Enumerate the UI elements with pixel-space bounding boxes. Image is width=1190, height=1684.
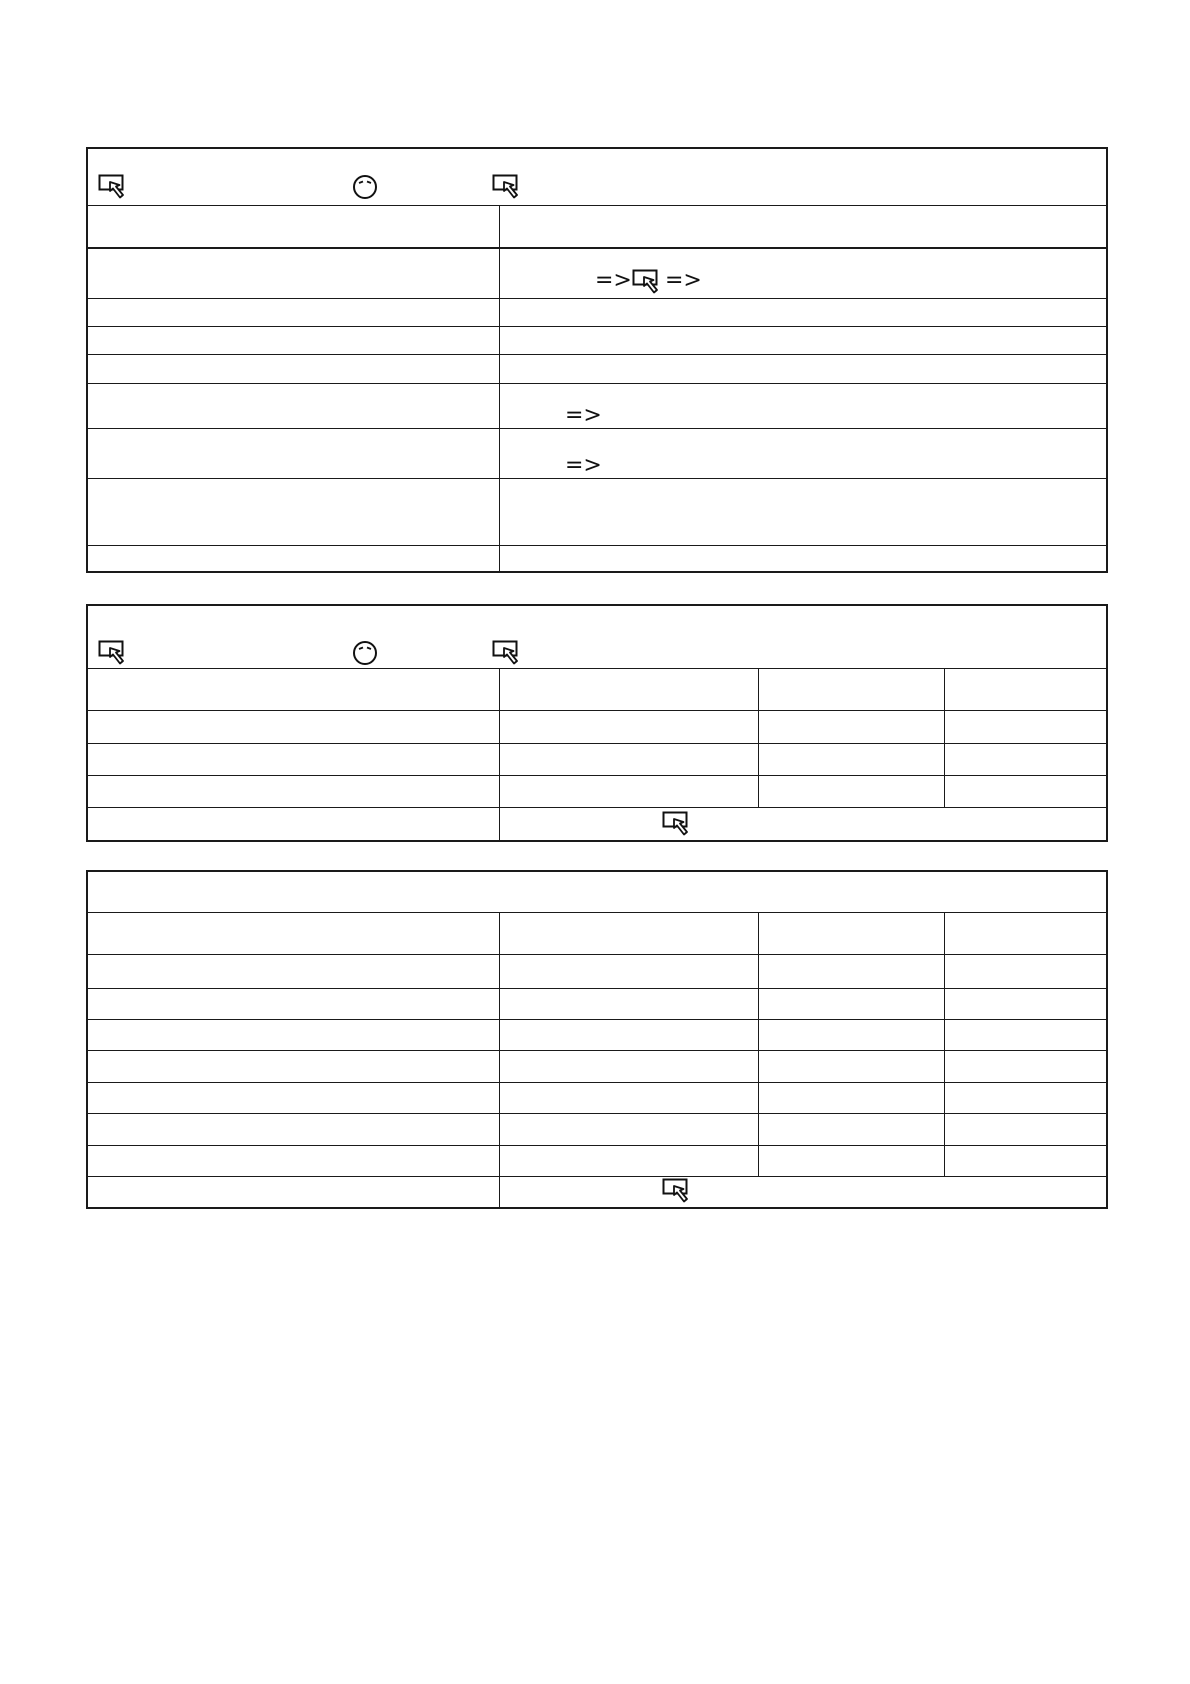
table-row [88, 912, 1106, 913]
table-row [88, 710, 1106, 711]
settings-table-1 [86, 147, 1108, 573]
settings-table-3 [86, 870, 1108, 1209]
face-icon [352, 174, 378, 200]
face-icon [352, 640, 378, 666]
column-divider [758, 912, 759, 1176]
table-row [88, 247, 1106, 249]
column-divider [499, 205, 500, 571]
table-row [88, 205, 1106, 206]
table-row [88, 478, 1106, 479]
touch-key-icon [662, 1178, 694, 1204]
table-row [88, 298, 1106, 299]
table-row [88, 1113, 1106, 1114]
table-row [88, 743, 1106, 744]
table-row [88, 807, 1106, 808]
table-row [88, 1050, 1106, 1051]
touch-key-icon [632, 269, 664, 295]
arrow-symbol: => [565, 403, 602, 428]
touch-key-icon [98, 640, 130, 666]
table-row [88, 1176, 1106, 1177]
table-row [88, 988, 1106, 989]
touch-key-icon [98, 174, 130, 200]
arrow-symbol: => [565, 453, 602, 478]
table-row [88, 354, 1106, 355]
column-divider [944, 912, 945, 1176]
table-row [88, 383, 1106, 384]
column-divider [758, 668, 759, 807]
column-divider [944, 668, 945, 807]
table-row [88, 775, 1106, 776]
touch-key-icon [662, 811, 694, 837]
table-row [88, 1082, 1106, 1083]
touch-key-icon [492, 174, 524, 200]
table-row [88, 428, 1106, 429]
arrow-symbol: => [665, 268, 702, 293]
table-row [88, 1019, 1106, 1020]
column-divider [499, 668, 500, 840]
table-row [88, 668, 1106, 669]
table-row [88, 326, 1106, 327]
table-row [88, 954, 1106, 955]
arrow-symbol: => [595, 268, 632, 293]
settings-table-2 [86, 604, 1108, 842]
touch-key-icon [492, 640, 524, 666]
table-row [88, 1145, 1106, 1146]
column-divider [499, 912, 500, 1207]
table-row [88, 545, 1106, 546]
